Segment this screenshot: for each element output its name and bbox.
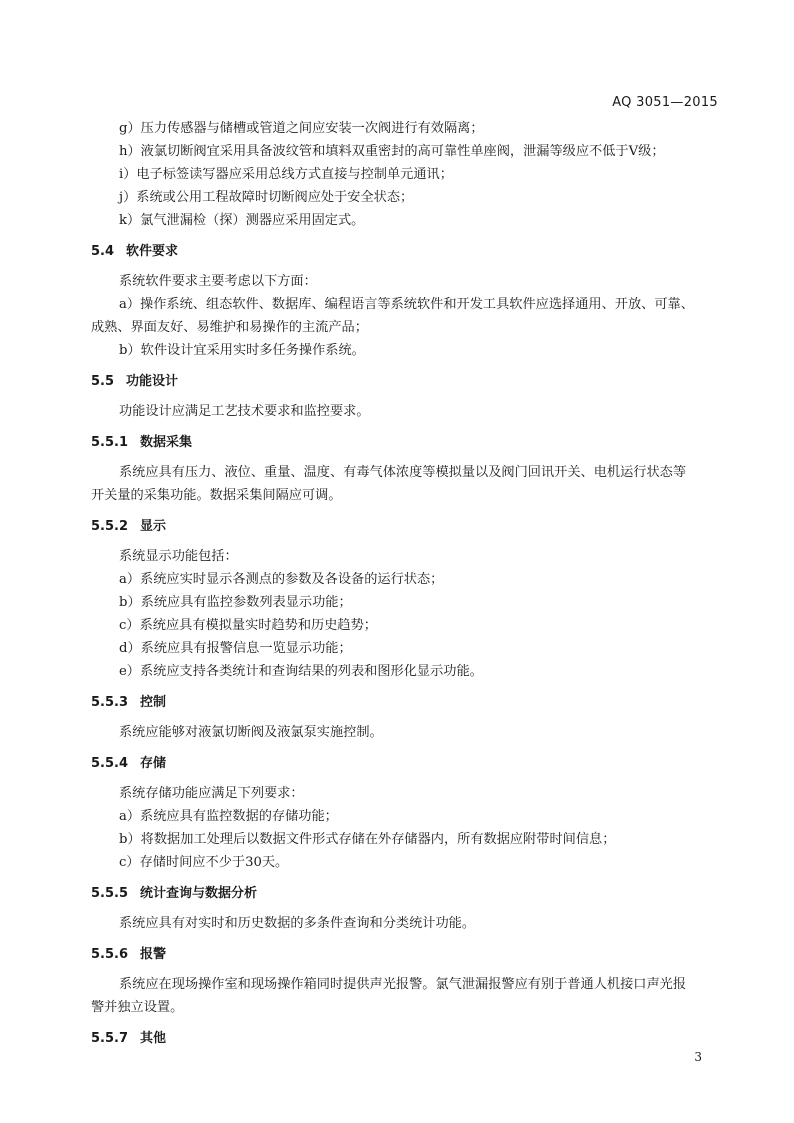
paragraph-line: b）系统应具有监控参数列表显示功能； [119, 595, 352, 610]
section-title: 统计查询与数据分析 [140, 886, 258, 901]
section-number: 5.5.1 [91, 435, 129, 450]
section-number: 5.5.7 [91, 1031, 129, 1046]
paragraph-line: a）系统应具有监控数据的存储功能； [119, 809, 338, 824]
paragraph-line: 系统应在现场操作室和现场操作箱同时提供声光报警。氯气泄漏报警应有别于普通人机接口声光报 [119, 977, 687, 992]
paragraph-line: 系统显示功能包括： [119, 549, 238, 564]
paragraph-line: 系统软件要求主要考虑以下方面： [119, 274, 317, 289]
paragraph-line: 系统存储功能应满足下列要求： [119, 786, 304, 801]
paragraph-line: h）液氯切断阀宜采用具备波纹管和填料双重密封的高可靠性单座阀，泄漏等级应不低于Ⅴ级； [119, 144, 665, 159]
section-number: 5.5.6 [91, 947, 129, 962]
section-title: 存储 [140, 756, 167, 771]
paragraph-line: i）电子标签读写器应采用总线方式直接与控制单元通讯； [119, 167, 453, 182]
page-number: 3 [694, 1050, 702, 1064]
section-title: 数据采集 [140, 435, 193, 450]
section-number: 5.5.4 [91, 756, 129, 771]
paragraph-line: 系统应能够对液氯切断阀及液氯泵实施控制。 [119, 725, 383, 740]
section-title: 软件要求 [126, 244, 179, 259]
section-title: 其他 [140, 1031, 167, 1046]
paragraph-continuation: 警并独立设置。 [91, 1000, 184, 1015]
section-heading [91, 370, 716, 393]
paragraph-line: a）系统应实时显示各测点的参数及各设备的运行状态； [119, 572, 444, 587]
paragraph-continuation: 开关量的采集功能。数据采集间隔应可调。 [91, 488, 342, 503]
section-title: 功能设计 [126, 374, 179, 389]
paragraph-line: k）氯气泄漏检（探）测器应采用固定式。 [119, 213, 365, 228]
paragraph-line: a）操作系统、组态软件、数据库、编程语言等系统软件和开发工具软件应选择通用、开放、可靠、 [119, 297, 694, 312]
section-heading [91, 882, 716, 905]
section-heading [91, 691, 716, 714]
section-heading [91, 515, 716, 538]
paragraph-line: b）软件设计宜采用实时多任务操作系统。 [119, 343, 365, 358]
standard-code: AQ 3051—2015 [612, 95, 718, 110]
section-title: 报警 [140, 947, 167, 962]
paragraph-line: 功能设计应满足工艺技术要求和监控要求。 [119, 404, 370, 419]
section-number: 5.5.2 [91, 519, 129, 534]
section-heading [91, 240, 716, 263]
section-heading [91, 1027, 716, 1050]
section-heading [91, 943, 716, 966]
paragraph-line: 系统应具有压力、液位、重量、温度、有毒气体浓度等模拟量以及阀门回讯开关、电机运行状态等 [119, 465, 687, 480]
section-title: 控制 [140, 695, 167, 710]
paragraph-line: b）将数据加工处理后以数据文件形式存储在外存储器内，所有数据应附带时间信息； [119, 832, 616, 847]
paragraph-line: c）存储时间应不少于30天。 [119, 855, 289, 870]
section-heading [91, 752, 716, 775]
paragraph-line: 系统应具有对实时和历史数据的多条件查询和分类统计功能。 [119, 916, 476, 931]
paragraph-line: g）压力传感器与储槽或管道之间应安装一次阀进行有效隔离； [119, 121, 484, 136]
section-number: 5.4 [91, 244, 115, 259]
paragraph-continuation: 成熟、界面友好、易维护和易操作的主流产品； [91, 320, 368, 335]
section-title: 显示 [140, 519, 167, 534]
paragraph-line: d）系统应具有报警信息一览显示功能； [119, 641, 352, 656]
document-body [91, 117, 716, 1057]
paragraph-line: j）系统或公用工程故障时切断阀应处于安全状态； [119, 190, 414, 205]
section-number: 5.5.3 [91, 695, 129, 710]
section-number: 5.5.5 [91, 886, 129, 901]
paragraph-line: c）系统应具有模拟量实时趋势和历史趋势； [119, 618, 377, 633]
section-number: 5.5 [91, 374, 115, 389]
section-heading [91, 431, 716, 454]
paragraph-line: e）系统应支持各类统计和查询结果的列表和图形化显示功能。 [119, 664, 483, 679]
